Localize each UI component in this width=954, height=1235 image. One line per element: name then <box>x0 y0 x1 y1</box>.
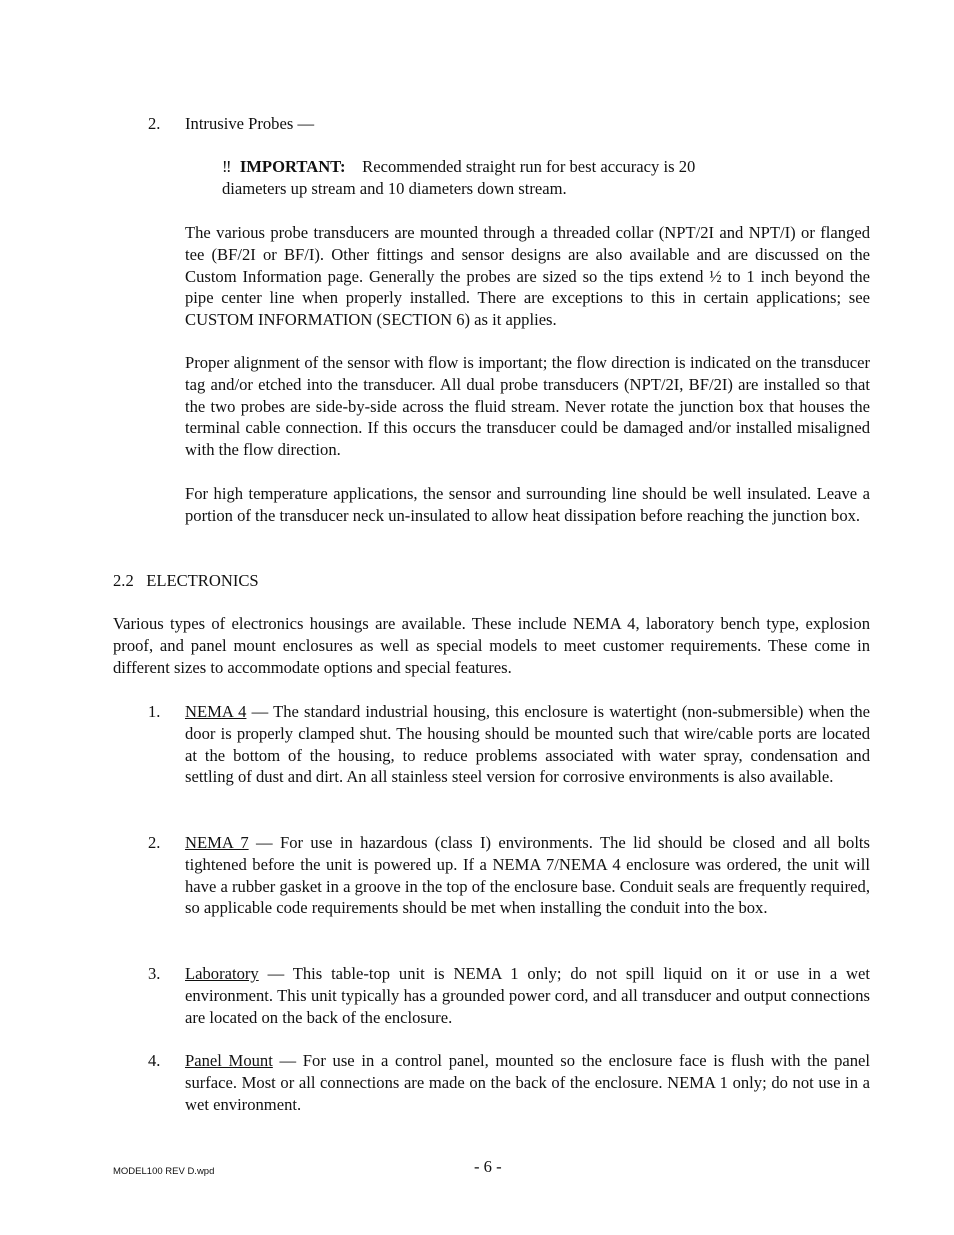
probes-item-number: 2. <box>148 114 161 133</box>
item-term: NEMA 4 <box>185 702 247 721</box>
item-term: Panel Mount <box>185 1051 273 1070</box>
important-label: IMPORTANT: <box>239 157 346 176</box>
item-description: — This table-top unit is NEMA 1 only; do not spill liquid on it or use in a wet environment. This unit typically has a grounded power cord, and all transducer and output connections are located on the back of the enclosure. <box>185 964 870 1027</box>
important-note <box>222 156 782 200</box>
item-description: — For use in hazardous (class I) environments. The lid should be closed and all bolts tightened before the unit is powered up. If a NEMA 7/NEMA 4 enclosure was ordered, the unit will have a rubber gasket in a groove in the top of the enclosure base. Conduit seals are frequently required, so applicable code requirements should be met when installing the conduit into the box. <box>185 833 871 918</box>
electronics-item-nema7 <box>185 832 870 919</box>
important-note-line-1 <box>222 156 782 178</box>
important-text: Recommended straight run for best accuracy is 20 <box>362 157 696 176</box>
electronics-item-number: 1. <box>148 702 161 721</box>
item-description: — For use in a control panel, mounted so the enclosure face is flush with the panel surface. Most or all connections are made on the back of the enclosure. NEMA 1 only; do not use in a wet environment. <box>185 1051 871 1114</box>
electronics-item-panel-mount <box>185 1050 870 1115</box>
item-description: — The standard industrial housing, this enclosure is watertight (non-submersible) when the door is properly clamped shut. The housing should be mounted such that wire/cable ports are located at the bottom of the housing, to reduce problems associated with water spray, condensation and settling of dust and dirt. An all stainless steel version for corrosive environments is also available. <box>185 702 870 787</box>
probes-title: Intrusive Probes — <box>185 114 315 133</box>
electronics-item-nema4 <box>185 701 870 788</box>
electronics-item-laboratory <box>185 963 870 1028</box>
item-term: NEMA 7 <box>185 833 249 852</box>
footer-filename: MODEL100 REV D.wpd <box>113 1166 215 1177</box>
important-prefix: ‼ <box>222 157 232 176</box>
footer-page-number: - 6 - <box>474 1157 502 1176</box>
electronics-intro: Various types of electronics housings are available. These include NEMA 4, laboratory bench type, explosion proof, and panel mount enclosures as well as special models to meet customer requirements. These come in different sizes to accommodate options and special features. <box>113 614 870 677</box>
item-term: Laboratory <box>185 964 259 983</box>
probes-paragraph-temperature: For high temperature applications, the sensor and surrounding line should be well insulated. Leave a portion of the transducer neck un-insulated to allow heat dissipation before reaching the junction box. <box>185 484 870 525</box>
electronics-heading: 2.2 ELECTRONICS <box>113 571 259 590</box>
electronics-item-number: 4. <box>148 1051 161 1070</box>
electronics-item-number: 3. <box>148 964 161 983</box>
important-note-line-2: diameters up stream and 10 diameters down stream. <box>222 178 567 198</box>
probes-paragraph-mounting: The various probe transducers are mounted through a threaded collar (NPT/2I and NPT/I) or flanged tee (BF/2I or BF/I). Other fittings and sensor designs are also available and are discussed on the Custom Information page. Generally the probes are sized so the tips extend ½ to 1 inch beyond the pipe center line when properly installed. There are exceptions to this in certain applications; see CUSTOM INFORMATION (SECTION 6) as it applies. <box>185 223 870 330</box>
probes-paragraph-alignment: Proper alignment of the sensor with flow is important; the flow direction is indicated on the transducer tag and/or etched into the transducer. All dual probe transducers (NPT/2I, BF/2I) are installed so that the two probes are side-by-side across the fluid stream. Never rotate the junction box that houses the terminal cable connection. If this occurs the transducer could be damaged and/or installed misaligned with the flow direction. <box>185 353 870 460</box>
electronics-item-number: 2. <box>148 833 161 852</box>
